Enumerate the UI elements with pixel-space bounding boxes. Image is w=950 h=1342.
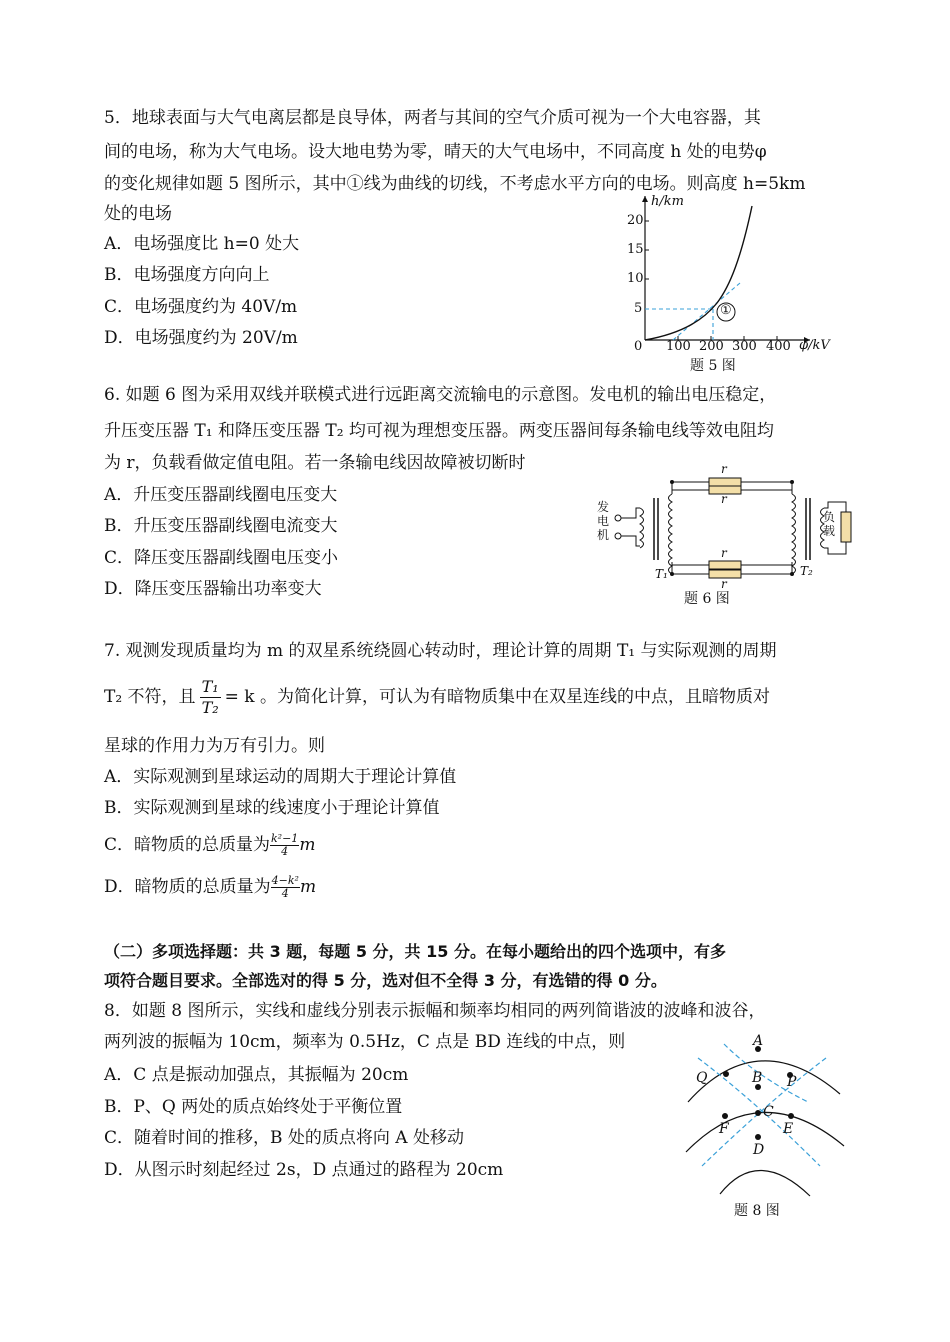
q6-circuit-figure <box>592 462 862 584</box>
q7-line2-end: = k 。为简化计算，可认为有暗物质集中在双星连线的中点，且暗物质对 <box>224 687 771 707</box>
q5-caption: 题 5 图 <box>690 358 736 374</box>
q5-option-a: A．电场强度比 h=0 处大 <box>104 234 300 254</box>
q8-label-q: Q <box>696 1070 708 1086</box>
q6-line2: 升压变压器 T₁ 和降压变压器 T₂ 均可视为理想变压器。两变压器间每条输电线等效电阻均 <box>104 421 774 441</box>
q6-r-label-3: r <box>721 546 727 560</box>
q5-x-tick-400: 400 <box>766 339 791 354</box>
q7-line1: 7. 观测发现质量均为 m 的双星系统绕圆心转动时，理论计算的周期 T₁ 与实际观测的周期 <box>104 641 777 661</box>
q5-option-c: C．电场强度约为 40V/m <box>104 297 298 317</box>
q5-line1: 5．地球表面与大气电离层都是良导体，两者与其间的空气介质可视为一个大电容器，其 <box>104 108 761 128</box>
q7-option-d-fraction <box>271 875 300 900</box>
q7-option-b: B．实际观测到星球的线速度小于理论计算值 <box>104 798 440 818</box>
q6-line1: 6. 如题 6 图为采用双线并联模式进行远距离交流输电的示意图。发电机的输出电压稳定， <box>104 385 777 405</box>
q5-y-tick-5: 5 <box>634 301 643 316</box>
q8-option-d: D．从图示时刻起经过 2s，D 点通过的路程为 20cm <box>104 1160 504 1180</box>
q6-option-c: C．降压变压器副线圈电压变小 <box>104 548 339 568</box>
q8-label-p: P <box>787 1074 797 1090</box>
q8-line1: 8．如题 8 图所示，实线和虚线分别表示振幅和频率均相同的两列简谐波的波峰和波谷， <box>104 1001 766 1021</box>
q5-x-tick-100: 100 <box>666 339 691 354</box>
q6-r-label-2: r <box>721 492 727 506</box>
q8-point-f <box>722 1113 728 1119</box>
q5-line2: 间的电场，称为大气电场。设大地电势为零，晴天的大气电场中，不同高度 h 处的电势φ <box>104 142 767 162</box>
q7-option-c-mass: m <box>299 835 316 855</box>
q7-option-c-num: k²−1 <box>271 832 299 845</box>
q8-point-q <box>723 1071 729 1077</box>
q5-x-tick-0: 0 <box>634 339 643 354</box>
q5-option-b: B．电场强度方向向上 <box>104 265 270 285</box>
q8-point-d <box>755 1134 761 1140</box>
q6-caption: 题 6 图 <box>684 591 730 607</box>
q6-load-label: 负 载 <box>823 510 836 538</box>
q5-line4: 处的电场 <box>104 204 172 224</box>
q8-option-b: B．P、Q 两处的质点始终处于平衡位置 <box>104 1097 403 1117</box>
q7-ratio-fraction <box>200 677 221 718</box>
q5-option-d: D．电场强度约为 20V/m <box>104 328 298 348</box>
q8-caption: 题 8 图 <box>734 1203 780 1219</box>
q6-t1-label: T₁ <box>655 567 668 581</box>
q6-option-d: D．降压变压器输出功率变大 <box>104 579 322 599</box>
q6-t2-label: T₂ <box>800 564 813 578</box>
q5-y-tick-10: 10 <box>627 271 644 286</box>
q8-label-e: E <box>783 1121 794 1137</box>
q7-option-d-text: D．暗物质的总质量为 <box>104 877 271 897</box>
q6-r-label-1: r <box>721 462 727 476</box>
q8-line2: 两列波的振幅为 10cm，频率为 0.5Hz，C 点是 BD 连线的中点，则 <box>104 1032 626 1052</box>
q5-marker-label: ① <box>720 303 732 318</box>
q8-label-a: A <box>753 1033 764 1049</box>
q6-line3: 为 r，负载看做定值电阻。若一条输电线因故障被切断时 <box>104 453 526 473</box>
q7-ratio-num: T₁ <box>201 677 219 696</box>
q8-option-a: A．C 点是振动加强点，其振幅为 20cm <box>104 1065 409 1085</box>
q8-point-c <box>755 1110 761 1116</box>
q8-option-c: C．随着时间的推移，B 处的质点将向 A 处移动 <box>104 1128 464 1148</box>
q6-option-a: A．升压变压器副线圈电压变大 <box>104 485 338 505</box>
q7-line2 <box>104 676 770 718</box>
q5-y-tick-20: 20 <box>627 213 644 228</box>
section2-line2: 项符合题目要求。全部选对的得 5 分，选对但不全得 3 分，有选错的得 0 分。 <box>104 971 667 990</box>
q8-point-e <box>788 1113 794 1119</box>
q7-option-c-text: C．暗物质的总质量为 <box>104 835 271 855</box>
q8-label-b: B <box>752 1070 763 1086</box>
q7-ratio-den: T₂ <box>201 698 219 717</box>
q5-x-tick-200: 200 <box>699 339 724 354</box>
q7-option-c-den: 4 <box>281 845 289 858</box>
q8-label-f: F <box>719 1121 729 1137</box>
q8-label-d: D <box>753 1142 765 1158</box>
q7-option-c <box>104 833 315 858</box>
q7-option-c-fraction <box>270 833 299 858</box>
q8-wave-figure <box>676 1036 848 1200</box>
q5-x-axis-label: φ/kV <box>799 338 830 353</box>
q7-option-d <box>104 875 316 900</box>
section2-line1: （二）多项选择题：共 3 题，每题 5 分，共 15 分。在每小题给出的四个选项中，有多 <box>104 942 726 961</box>
q8-label-c: C <box>763 1104 774 1120</box>
q5-x-tick-300: 300 <box>732 339 757 354</box>
q5-y-tick-15: 15 <box>627 242 644 257</box>
q6-option-b: B．升压变压器副线圈电流变大 <box>104 516 338 536</box>
q5-y-axis-label: h/km <box>651 194 684 209</box>
q7-option-d-den: 4 <box>281 887 289 900</box>
q7-option-d-mass: m <box>299 877 317 897</box>
q6-generator-label: 发 电 机 <box>597 500 610 542</box>
q7-option-a: A．实际观测到星球运动的周期大于理论计算值 <box>104 767 457 787</box>
q7-line3: 星球的作用力为万有引力。则 <box>104 736 325 756</box>
q7-option-d-num: 4−k² <box>271 874 299 887</box>
q6-r-label-4: r <box>721 577 727 591</box>
q7-line2-start: T₂ 不符，且 <box>104 687 196 707</box>
q5-line3: 的变化规律如题 5 图所示，其中①线为曲线的切线，不考虑水平方向的电场。则高度 h=5km <box>104 174 806 194</box>
